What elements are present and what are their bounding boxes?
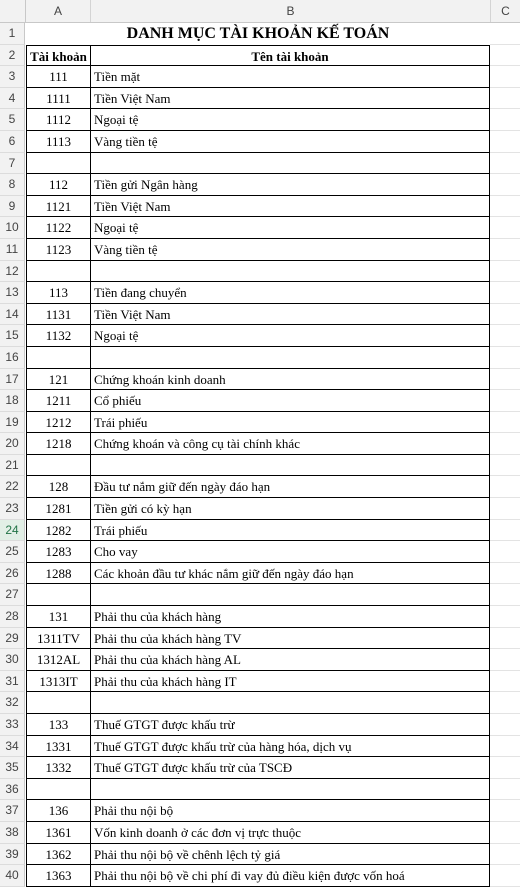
account-name-cell[interactable]: Ngoại tệ bbox=[91, 109, 490, 131]
empty-cell-c[interactable] bbox=[490, 131, 520, 153]
empty-cell-c[interactable] bbox=[490, 844, 520, 866]
row-number[interactable]: 30 bbox=[0, 649, 25, 671]
empty-cell-c[interactable] bbox=[490, 347, 520, 369]
account-name-cell[interactable] bbox=[91, 455, 490, 477]
sheet-row bbox=[0, 649, 520, 671]
account-name-cell[interactable] bbox=[91, 584, 490, 606]
row-number[interactable]: 36 bbox=[0, 779, 25, 801]
sheet-row bbox=[0, 347, 520, 369]
account-code-cell[interactable]: 1211 bbox=[26, 390, 91, 412]
sheet-row bbox=[0, 563, 520, 585]
empty-cell-c[interactable] bbox=[490, 196, 520, 218]
row-number[interactable]: 37 bbox=[0, 800, 25, 822]
sheet-row bbox=[0, 109, 520, 131]
row-number[interactable]: 16 bbox=[0, 347, 25, 369]
account-name-cell[interactable]: Ngoại tệ bbox=[91, 325, 490, 347]
account-code-cell[interactable] bbox=[26, 584, 91, 606]
empty-cell-c[interactable] bbox=[490, 153, 520, 175]
empty-cell-c[interactable] bbox=[490, 714, 520, 736]
empty-cell-c[interactable] bbox=[490, 23, 520, 45]
account-code-cell[interactable] bbox=[26, 261, 91, 283]
account-name-cell[interactable]: Chứng khoán và công cụ tài chính khác bbox=[91, 433, 490, 455]
account-name-cell[interactable]: Trái phiếu bbox=[91, 412, 490, 434]
account-code-cell[interactable]: 111 bbox=[26, 66, 91, 88]
account-name-cell[interactable]: Vàng tiền tệ bbox=[91, 131, 490, 153]
empty-cell-c[interactable] bbox=[490, 66, 520, 88]
sheet-row bbox=[0, 541, 520, 563]
empty-cell-c[interactable] bbox=[490, 584, 520, 606]
row-number[interactable]: 22 bbox=[0, 476, 25, 498]
row-number[interactable]: 9 bbox=[0, 196, 25, 218]
account-code-cell[interactable]: 128 bbox=[26, 476, 91, 498]
account-code-cell[interactable]: 1122 bbox=[26, 217, 91, 239]
account-code-cell[interactable]: 1123 bbox=[26, 239, 91, 261]
sheet-row bbox=[0, 153, 520, 175]
row-number[interactable]: 39 bbox=[0, 844, 25, 866]
sheet-row bbox=[0, 174, 520, 196]
account-name-cell[interactable]: Các khoản đầu tư khác nắm giữ đến ngày đáo hạn bbox=[91, 563, 490, 585]
account-name-cell[interactable] bbox=[91, 779, 490, 801]
empty-cell-c[interactable] bbox=[490, 822, 520, 844]
sheet-row bbox=[0, 757, 520, 779]
account-name-cell[interactable]: Thuế GTGT được khấu trừ của hàng hóa, dịch vụ bbox=[91, 736, 490, 758]
account-code-cell[interactable]: 1282 bbox=[26, 520, 91, 542]
account-code-cell[interactable]: 1363 bbox=[26, 865, 91, 887]
account-name-cell[interactable]: Thuế GTGT được khấu trừ bbox=[91, 714, 490, 736]
column-header-b[interactable]: B bbox=[91, 0, 491, 22]
account-name-cell[interactable]: Phải thu nội bộ bbox=[91, 800, 490, 822]
sheet-row bbox=[0, 822, 520, 844]
sheet-row bbox=[0, 455, 520, 477]
sheet-row bbox=[0, 692, 520, 714]
row-number[interactable]: 12 bbox=[0, 261, 25, 283]
sheet-row bbox=[0, 239, 520, 261]
empty-cell-c[interactable] bbox=[490, 304, 520, 326]
account-code-cell[interactable]: 1362 bbox=[26, 844, 91, 866]
account-name-cell[interactable]: Tiền gửi Ngân hàng bbox=[91, 174, 490, 196]
empty-cell-c[interactable] bbox=[490, 390, 520, 412]
row-number[interactable]: 15 bbox=[0, 325, 25, 347]
empty-cell-c[interactable] bbox=[490, 736, 520, 758]
account-code-cell[interactable]: 1331 bbox=[26, 736, 91, 758]
empty-cell-c[interactable] bbox=[490, 606, 520, 628]
account-name-cell[interactable] bbox=[91, 153, 490, 175]
account-name-cell[interactable]: Tiền Việt Nam bbox=[91, 196, 490, 218]
account-code-cell[interactable]: 1111 bbox=[26, 88, 91, 110]
empty-cell-c[interactable] bbox=[490, 800, 520, 822]
column-header-a[interactable]: A bbox=[26, 0, 91, 22]
account-code-cell[interactable]: 131 bbox=[26, 606, 91, 628]
account-code-cell[interactable]: 1288 bbox=[26, 563, 91, 585]
sheet-row bbox=[0, 736, 520, 758]
account-name-cell[interactable]: Đầu tư nắm giữ đến ngày đáo hạn bbox=[91, 476, 490, 498]
account-code-cell[interactable]: 1311TV bbox=[26, 628, 91, 650]
row-number[interactable]: 2 bbox=[0, 45, 25, 67]
account-name-cell[interactable]: Cổ phiếu bbox=[91, 390, 490, 412]
sheet-row bbox=[0, 433, 520, 455]
sheet-row bbox=[0, 498, 520, 520]
row-number[interactable]: 23 bbox=[0, 498, 25, 520]
row-number[interactable]: 4 bbox=[0, 88, 25, 110]
row-number[interactable]: 1 bbox=[0, 23, 25, 45]
empty-cell-c[interactable] bbox=[490, 109, 520, 131]
empty-cell-c[interactable] bbox=[490, 563, 520, 585]
account-name-cell[interactable]: Ngoại tệ bbox=[91, 217, 490, 239]
account-code-cell[interactable]: 1121 bbox=[26, 196, 91, 218]
empty-cell-c[interactable] bbox=[490, 541, 520, 563]
row-number[interactable]: 17 bbox=[0, 369, 25, 391]
account-code-cell[interactable]: 112 bbox=[26, 174, 91, 196]
header-name-cell[interactable]: Tên tài khoản bbox=[91, 45, 490, 67]
sheet-row bbox=[0, 369, 520, 391]
row-number[interactable]: 24 bbox=[0, 520, 25, 542]
empty-cell-c[interactable] bbox=[490, 261, 520, 283]
sheet-row bbox=[0, 45, 520, 67]
account-name-cell[interactable] bbox=[91, 692, 490, 714]
sheet-row bbox=[0, 606, 520, 628]
account-code-cell[interactable]: 1113 bbox=[26, 131, 91, 153]
sheet-row bbox=[0, 714, 520, 736]
account-code-cell[interactable]: 1332 bbox=[26, 757, 91, 779]
empty-cell-c[interactable] bbox=[490, 498, 520, 520]
sheet-row bbox=[0, 66, 520, 88]
row-number[interactable]: 26 bbox=[0, 563, 25, 585]
row-number[interactable]: 32 bbox=[0, 692, 25, 714]
sheet-row bbox=[0, 261, 520, 283]
account-code-cell[interactable]: 1283 bbox=[26, 541, 91, 563]
row-number[interactable]: 19 bbox=[0, 412, 25, 434]
sheet-row bbox=[0, 325, 520, 347]
account-code-cell[interactable] bbox=[26, 692, 91, 714]
header-account-cell[interactable]: Tài khoản bbox=[26, 45, 91, 67]
account-code-cell[interactable]: 1132 bbox=[26, 325, 91, 347]
empty-cell-c[interactable] bbox=[490, 239, 520, 261]
row-number[interactable]: 33 bbox=[0, 714, 25, 736]
account-name-cell[interactable]: Thuế GTGT được khấu trừ của TSCĐ bbox=[91, 757, 490, 779]
empty-cell-c[interactable] bbox=[490, 45, 520, 67]
account-code-cell[interactable]: 1212 bbox=[26, 412, 91, 434]
sheet-row bbox=[0, 282, 520, 304]
column-header-bar bbox=[0, 0, 520, 23]
account-name-cell[interactable]: Tiền Việt Nam bbox=[91, 88, 490, 110]
account-name-cell[interactable]: Phải thu của khách hàng IT bbox=[91, 671, 490, 693]
account-code-cell[interactable]: 133 bbox=[26, 714, 91, 736]
account-code-cell[interactable]: 1281 bbox=[26, 498, 91, 520]
account-name-cell[interactable]: Phải thu nội bộ về chênh lệch tỷ giá bbox=[91, 844, 490, 866]
account-name-cell[interactable]: Phải thu nội bộ về chi phí đi vay đủ điều kiện được vốn hoá bbox=[91, 865, 490, 887]
sheet-row bbox=[0, 844, 520, 866]
account-code-cell[interactable]: 136 bbox=[26, 800, 91, 822]
empty-cell-c[interactable] bbox=[490, 757, 520, 779]
row-number[interactable]: 10 bbox=[0, 217, 25, 239]
empty-cell-c[interactable] bbox=[490, 628, 520, 650]
empty-cell-c[interactable] bbox=[490, 779, 520, 801]
row-number[interactable]: 35 bbox=[0, 757, 25, 779]
empty-cell-c[interactable] bbox=[490, 649, 520, 671]
account-name-cell[interactable]: Vàng tiền tệ bbox=[91, 239, 490, 261]
account-code-cell[interactable]: 1313IT bbox=[26, 671, 91, 693]
row-number[interactable]: 8 bbox=[0, 174, 25, 196]
spreadsheet-grid bbox=[0, 23, 520, 887]
sheet-row bbox=[0, 671, 520, 693]
empty-cell-c[interactable] bbox=[490, 325, 520, 347]
sheet-row bbox=[0, 23, 520, 45]
empty-cell-c[interactable] bbox=[490, 455, 520, 477]
account-name-cell[interactable]: Phải thu của khách hàng TV bbox=[91, 628, 490, 650]
row-number[interactable]: 21 bbox=[0, 455, 25, 477]
row-number[interactable]: 34 bbox=[0, 736, 25, 758]
row-number[interactable]: 3 bbox=[0, 66, 25, 88]
account-code-cell[interactable] bbox=[26, 779, 91, 801]
row-number[interactable]: 14 bbox=[0, 304, 25, 326]
sheet-row bbox=[0, 779, 520, 801]
account-name-cell[interactable]: Phải thu của khách hàng bbox=[91, 606, 490, 628]
sheet-row bbox=[0, 412, 520, 434]
row-number[interactable]: 7 bbox=[0, 153, 25, 175]
empty-cell-c[interactable] bbox=[490, 520, 520, 542]
row-number[interactable]: 6 bbox=[0, 131, 25, 153]
account-code-cell[interactable]: 121 bbox=[26, 369, 91, 391]
account-name-cell[interactable]: Tiền Việt Nam bbox=[91, 304, 490, 326]
account-name-cell[interactable] bbox=[91, 261, 490, 283]
account-code-cell[interactable]: 1312AL bbox=[26, 649, 91, 671]
sheet-title[interactable]: DANH MỤC TÀI KHOẢN KẾ TOÁN bbox=[26, 23, 490, 46]
empty-cell-c[interactable] bbox=[490, 282, 520, 304]
empty-cell-c[interactable] bbox=[490, 88, 520, 110]
sheet-row bbox=[0, 131, 520, 153]
account-name-cell[interactable]: Trái phiếu bbox=[91, 520, 490, 542]
sheet-row bbox=[0, 196, 520, 218]
account-code-cell[interactable] bbox=[26, 347, 91, 369]
empty-cell-c[interactable] bbox=[490, 174, 520, 196]
row-number[interactable]: 31 bbox=[0, 671, 25, 693]
account-name-cell[interactable]: Cho vay bbox=[91, 541, 490, 563]
sheet-row bbox=[0, 304, 520, 326]
sheet-row bbox=[0, 217, 520, 239]
account-code-cell[interactable] bbox=[26, 153, 91, 175]
account-name-cell[interactable]: Phải thu của khách hàng AL bbox=[91, 649, 490, 671]
account-name-cell[interactable]: Tiền gửi có kỳ hạn bbox=[91, 498, 490, 520]
empty-cell-c[interactable] bbox=[490, 476, 520, 498]
account-name-cell[interactable] bbox=[91, 347, 490, 369]
row-number[interactable]: 27 bbox=[0, 584, 25, 606]
sheet-row bbox=[0, 476, 520, 498]
row-number[interactable]: 29 bbox=[0, 628, 25, 650]
account-name-cell[interactable]: Tiền đang chuyển bbox=[91, 282, 490, 304]
empty-cell-c[interactable] bbox=[490, 217, 520, 239]
sheet-row bbox=[0, 88, 520, 110]
empty-cell-c[interactable] bbox=[490, 412, 520, 434]
sheet-row bbox=[0, 390, 520, 412]
row-number[interactable]: 25 bbox=[0, 541, 25, 563]
empty-cell-c[interactable] bbox=[490, 433, 520, 455]
account-code-cell[interactable]: 1112 bbox=[26, 109, 91, 131]
account-code-cell[interactable]: 1218 bbox=[26, 433, 91, 455]
row-number[interactable]: 38 bbox=[0, 822, 25, 844]
empty-cell-c[interactable] bbox=[490, 692, 520, 714]
row-number[interactable]: 11 bbox=[0, 239, 25, 261]
empty-cell-c[interactable] bbox=[490, 369, 520, 391]
account-name-cell[interactable]: Vốn kinh doanh ở các đơn vị trực thuộc bbox=[91, 822, 490, 844]
account-code-cell[interactable]: 113 bbox=[26, 282, 91, 304]
row-number[interactable]: 20 bbox=[0, 433, 25, 455]
row-number[interactable]: 13 bbox=[0, 282, 25, 304]
sheet-row bbox=[0, 520, 520, 542]
account-name-cell[interactable]: Tiền mặt bbox=[91, 66, 490, 88]
sheet-row bbox=[0, 800, 520, 822]
account-code-cell[interactable]: 1361 bbox=[26, 822, 91, 844]
row-number[interactable]: 28 bbox=[0, 606, 25, 628]
sheet-row bbox=[0, 628, 520, 650]
row-number[interactable]: 40 bbox=[0, 865, 25, 887]
select-all-corner[interactable] bbox=[0, 0, 26, 22]
sheet-row bbox=[0, 584, 520, 606]
row-number[interactable]: 18 bbox=[0, 390, 25, 412]
row-number[interactable]: 5 bbox=[0, 109, 25, 131]
account-code-cell[interactable] bbox=[26, 455, 91, 477]
account-name-cell[interactable]: Chứng khoán kinh doanh bbox=[91, 369, 490, 391]
account-code-cell[interactable]: 1131 bbox=[26, 304, 91, 326]
empty-cell-c[interactable] bbox=[490, 671, 520, 693]
column-header-c[interactable]: C bbox=[501, 4, 510, 18]
